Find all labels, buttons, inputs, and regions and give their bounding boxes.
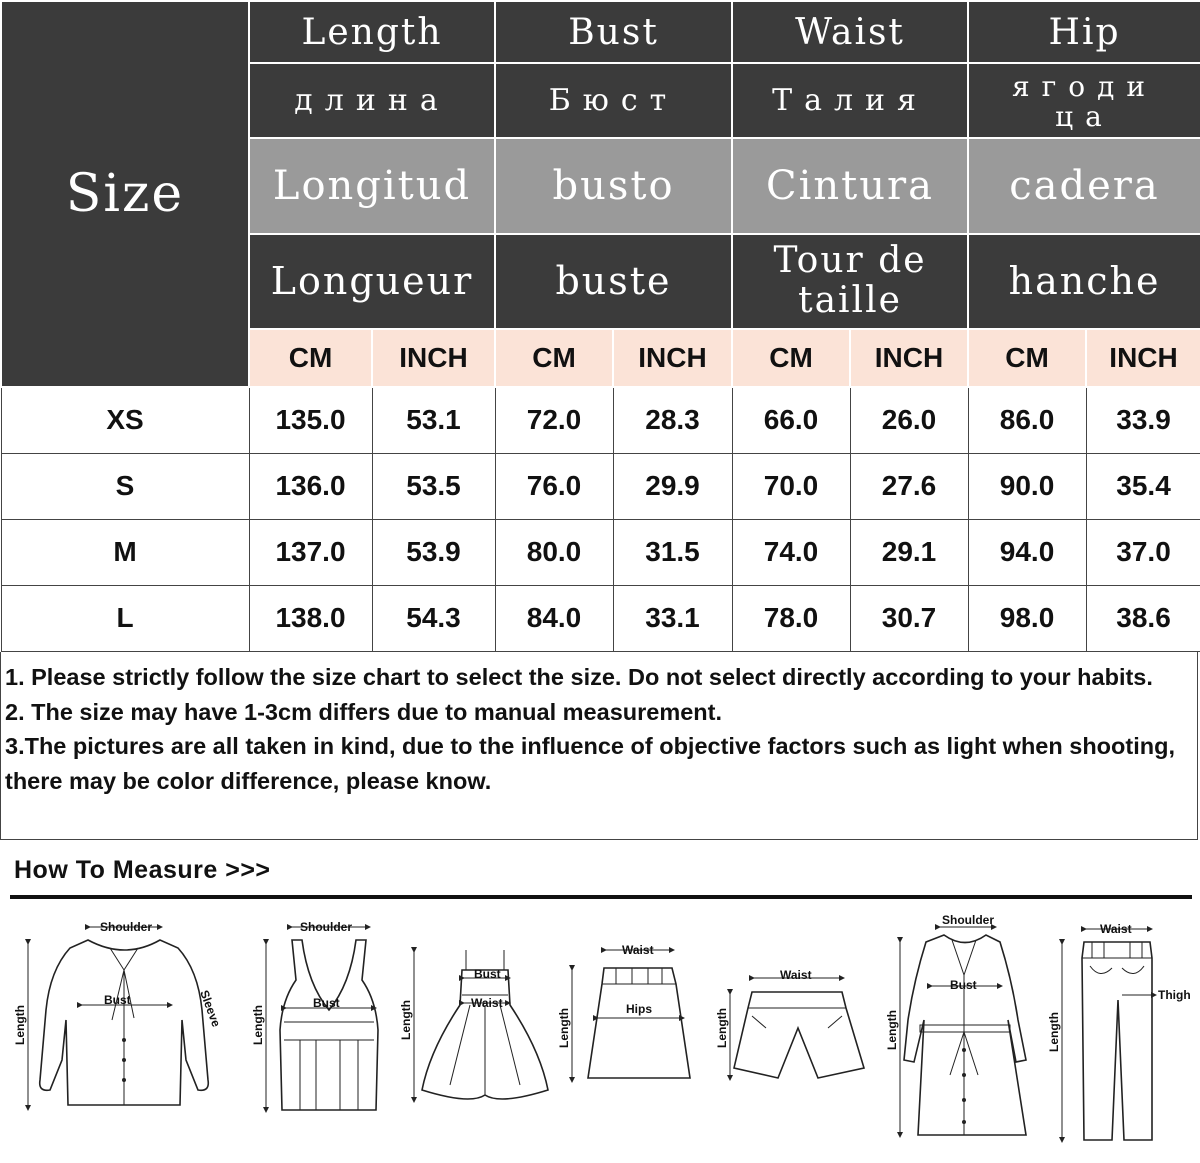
- length-cm-cell: 135.0: [249, 387, 372, 453]
- shorts-figure: [715, 968, 864, 1078]
- size-label: XS: [1, 387, 249, 453]
- size-column-header: Size: [1, 1, 249, 387]
- waist-header-ru: Талия: [732, 63, 968, 138]
- tank-top-figure: [251, 920, 378, 1110]
- thigh-label: Thigh: [1158, 988, 1191, 1002]
- waist-inch-cell: 29.1: [850, 519, 968, 585]
- hips-label: Hips: [626, 1002, 653, 1016]
- note-3: 3.The pictures are all taken in kind, due to the influence of objective factors such as light when shooting, there may be color difference, please know.: [5, 733, 1175, 794]
- how-to-measure-title: How To Measure >>>: [14, 856, 271, 884]
- bust-inch-cell: 29.9: [613, 453, 732, 519]
- length-cm-cell: 138.0: [249, 585, 372, 651]
- bust-header-fr: buste: [495, 234, 732, 329]
- hip-inch-cell: 33.9: [1086, 387, 1200, 453]
- bust-header-ru: Бюст: [495, 63, 732, 138]
- sleeve-label: Sleeve: [197, 988, 224, 1029]
- length-inch-cell: 54.3: [372, 585, 495, 651]
- table-row: [1, 585, 1200, 651]
- bust-header-en: Bust: [495, 1, 732, 63]
- section-divider: [10, 895, 1192, 899]
- waist-header-es: Cintura: [732, 138, 968, 233]
- size-notes: [0, 652, 1198, 840]
- waist-inch-cell: 27.6: [850, 453, 968, 519]
- bust-cm-cell: 76.0: [495, 453, 613, 519]
- length-label: Length: [715, 1008, 729, 1048]
- length-header-es: Longitud: [249, 138, 495, 233]
- length-inch-cell: 53.1: [372, 387, 495, 453]
- table-row: [1, 387, 1200, 453]
- unit-inch: INCH: [372, 329, 495, 387]
- length-label: Length: [251, 1005, 265, 1045]
- hip-cm-cell: 90.0: [968, 453, 1086, 519]
- bust-inch-cell: 33.1: [613, 585, 732, 651]
- table-row: [1, 519, 1200, 585]
- waist-header-fr-line1: Tour de: [773, 240, 927, 282]
- coat-dress-figure: [885, 913, 1026, 1135]
- measurement-diagrams: [0, 900, 1200, 1163]
- bust-label: Bust: [313, 996, 340, 1010]
- length-header-en: Length: [249, 1, 495, 63]
- waist-header-en: Waist: [732, 1, 968, 63]
- unit-cm: CM: [968, 329, 1086, 387]
- note-1: 1. Please strictly follow the size chart to select the size. Do not select directly according to your habits.: [5, 664, 1153, 690]
- bust-label: Bust: [104, 993, 131, 1007]
- waist-cm-cell: 78.0: [732, 585, 850, 651]
- length-cm-cell: 137.0: [249, 519, 372, 585]
- waist-cm-cell: 70.0: [732, 453, 850, 519]
- length-label: Length: [1047, 1012, 1061, 1052]
- hip-inch-cell: 35.4: [1086, 453, 1200, 519]
- waist-label: Waist: [622, 943, 654, 957]
- blouse-figure: [13, 920, 223, 1108]
- waist-cm-cell: 66.0: [732, 387, 850, 453]
- size-label: S: [1, 453, 249, 519]
- shoulder-label: Shoulder: [942, 913, 995, 927]
- shoulder-label: Shoulder: [300, 920, 353, 934]
- bust-header-es: busto: [495, 138, 732, 233]
- waist-label: Waist: [471, 996, 503, 1010]
- hip-header-fr: hanche: [968, 234, 1200, 329]
- length-label: Length: [885, 1010, 899, 1050]
- waist-cm-cell: 74.0: [732, 519, 850, 585]
- bust-cm-cell: 80.0: [495, 519, 613, 585]
- bust-inch-cell: 28.3: [613, 387, 732, 453]
- shoulder-label: Shoulder: [100, 920, 153, 934]
- hip-header-ru: [968, 63, 1200, 138]
- hip-inch-cell: 38.6: [1086, 585, 1200, 651]
- table-row: [1, 453, 1200, 519]
- unit-inch: INCH: [613, 329, 732, 387]
- trousers-figure: [1047, 922, 1191, 1140]
- unit-inch: INCH: [850, 329, 968, 387]
- size-label: L: [1, 585, 249, 651]
- length-header-ru: длина: [249, 63, 495, 138]
- waist-header-fr-line2: taille: [798, 280, 902, 322]
- hip-inch-cell: 37.0: [1086, 519, 1200, 585]
- hip-header-en: Hip: [968, 1, 1200, 63]
- waist-inch-cell: 30.7: [850, 585, 968, 651]
- hip-header-ru-line2: ца: [1055, 99, 1114, 133]
- hip-cm-cell: 98.0: [968, 585, 1086, 651]
- unit-inch: INCH: [1086, 329, 1200, 387]
- unit-cm: CM: [249, 329, 372, 387]
- waist-label: Waist: [780, 968, 812, 982]
- slip-dress-figure: [399, 950, 548, 1100]
- length-cm-cell: 136.0: [249, 453, 372, 519]
- bust-inch-cell: 31.5: [613, 519, 732, 585]
- unit-cm: CM: [495, 329, 613, 387]
- length-label: Length: [399, 1000, 413, 1040]
- waist-header-fr: [732, 234, 968, 329]
- unit-cm: CM: [732, 329, 850, 387]
- waist-label: Waist: [1100, 922, 1132, 936]
- bust-label: Bust: [474, 967, 501, 981]
- skirt-figure: [557, 943, 690, 1080]
- bust-cm-cell: 72.0: [495, 387, 613, 453]
- length-inch-cell: 53.5: [372, 453, 495, 519]
- hip-header-ru-line1: ягоди: [1011, 69, 1158, 103]
- length-label: Length: [557, 1008, 571, 1048]
- note-2: 2. The size may have 1-3cm differs due to manual measurement.: [5, 698, 723, 725]
- length-header-fr: Longueur: [249, 234, 495, 329]
- length-inch-cell: 53.9: [372, 519, 495, 585]
- hip-header-es: cadera: [968, 138, 1200, 233]
- hip-cm-cell: 94.0: [968, 519, 1086, 585]
- bust-cm-cell: 84.0: [495, 585, 613, 651]
- hip-cm-cell: 86.0: [968, 387, 1086, 453]
- waist-inch-cell: 26.0: [850, 387, 968, 453]
- length-label: Length: [13, 1005, 27, 1045]
- size-label: M: [1, 519, 249, 585]
- bust-label: Bust: [950, 978, 977, 992]
